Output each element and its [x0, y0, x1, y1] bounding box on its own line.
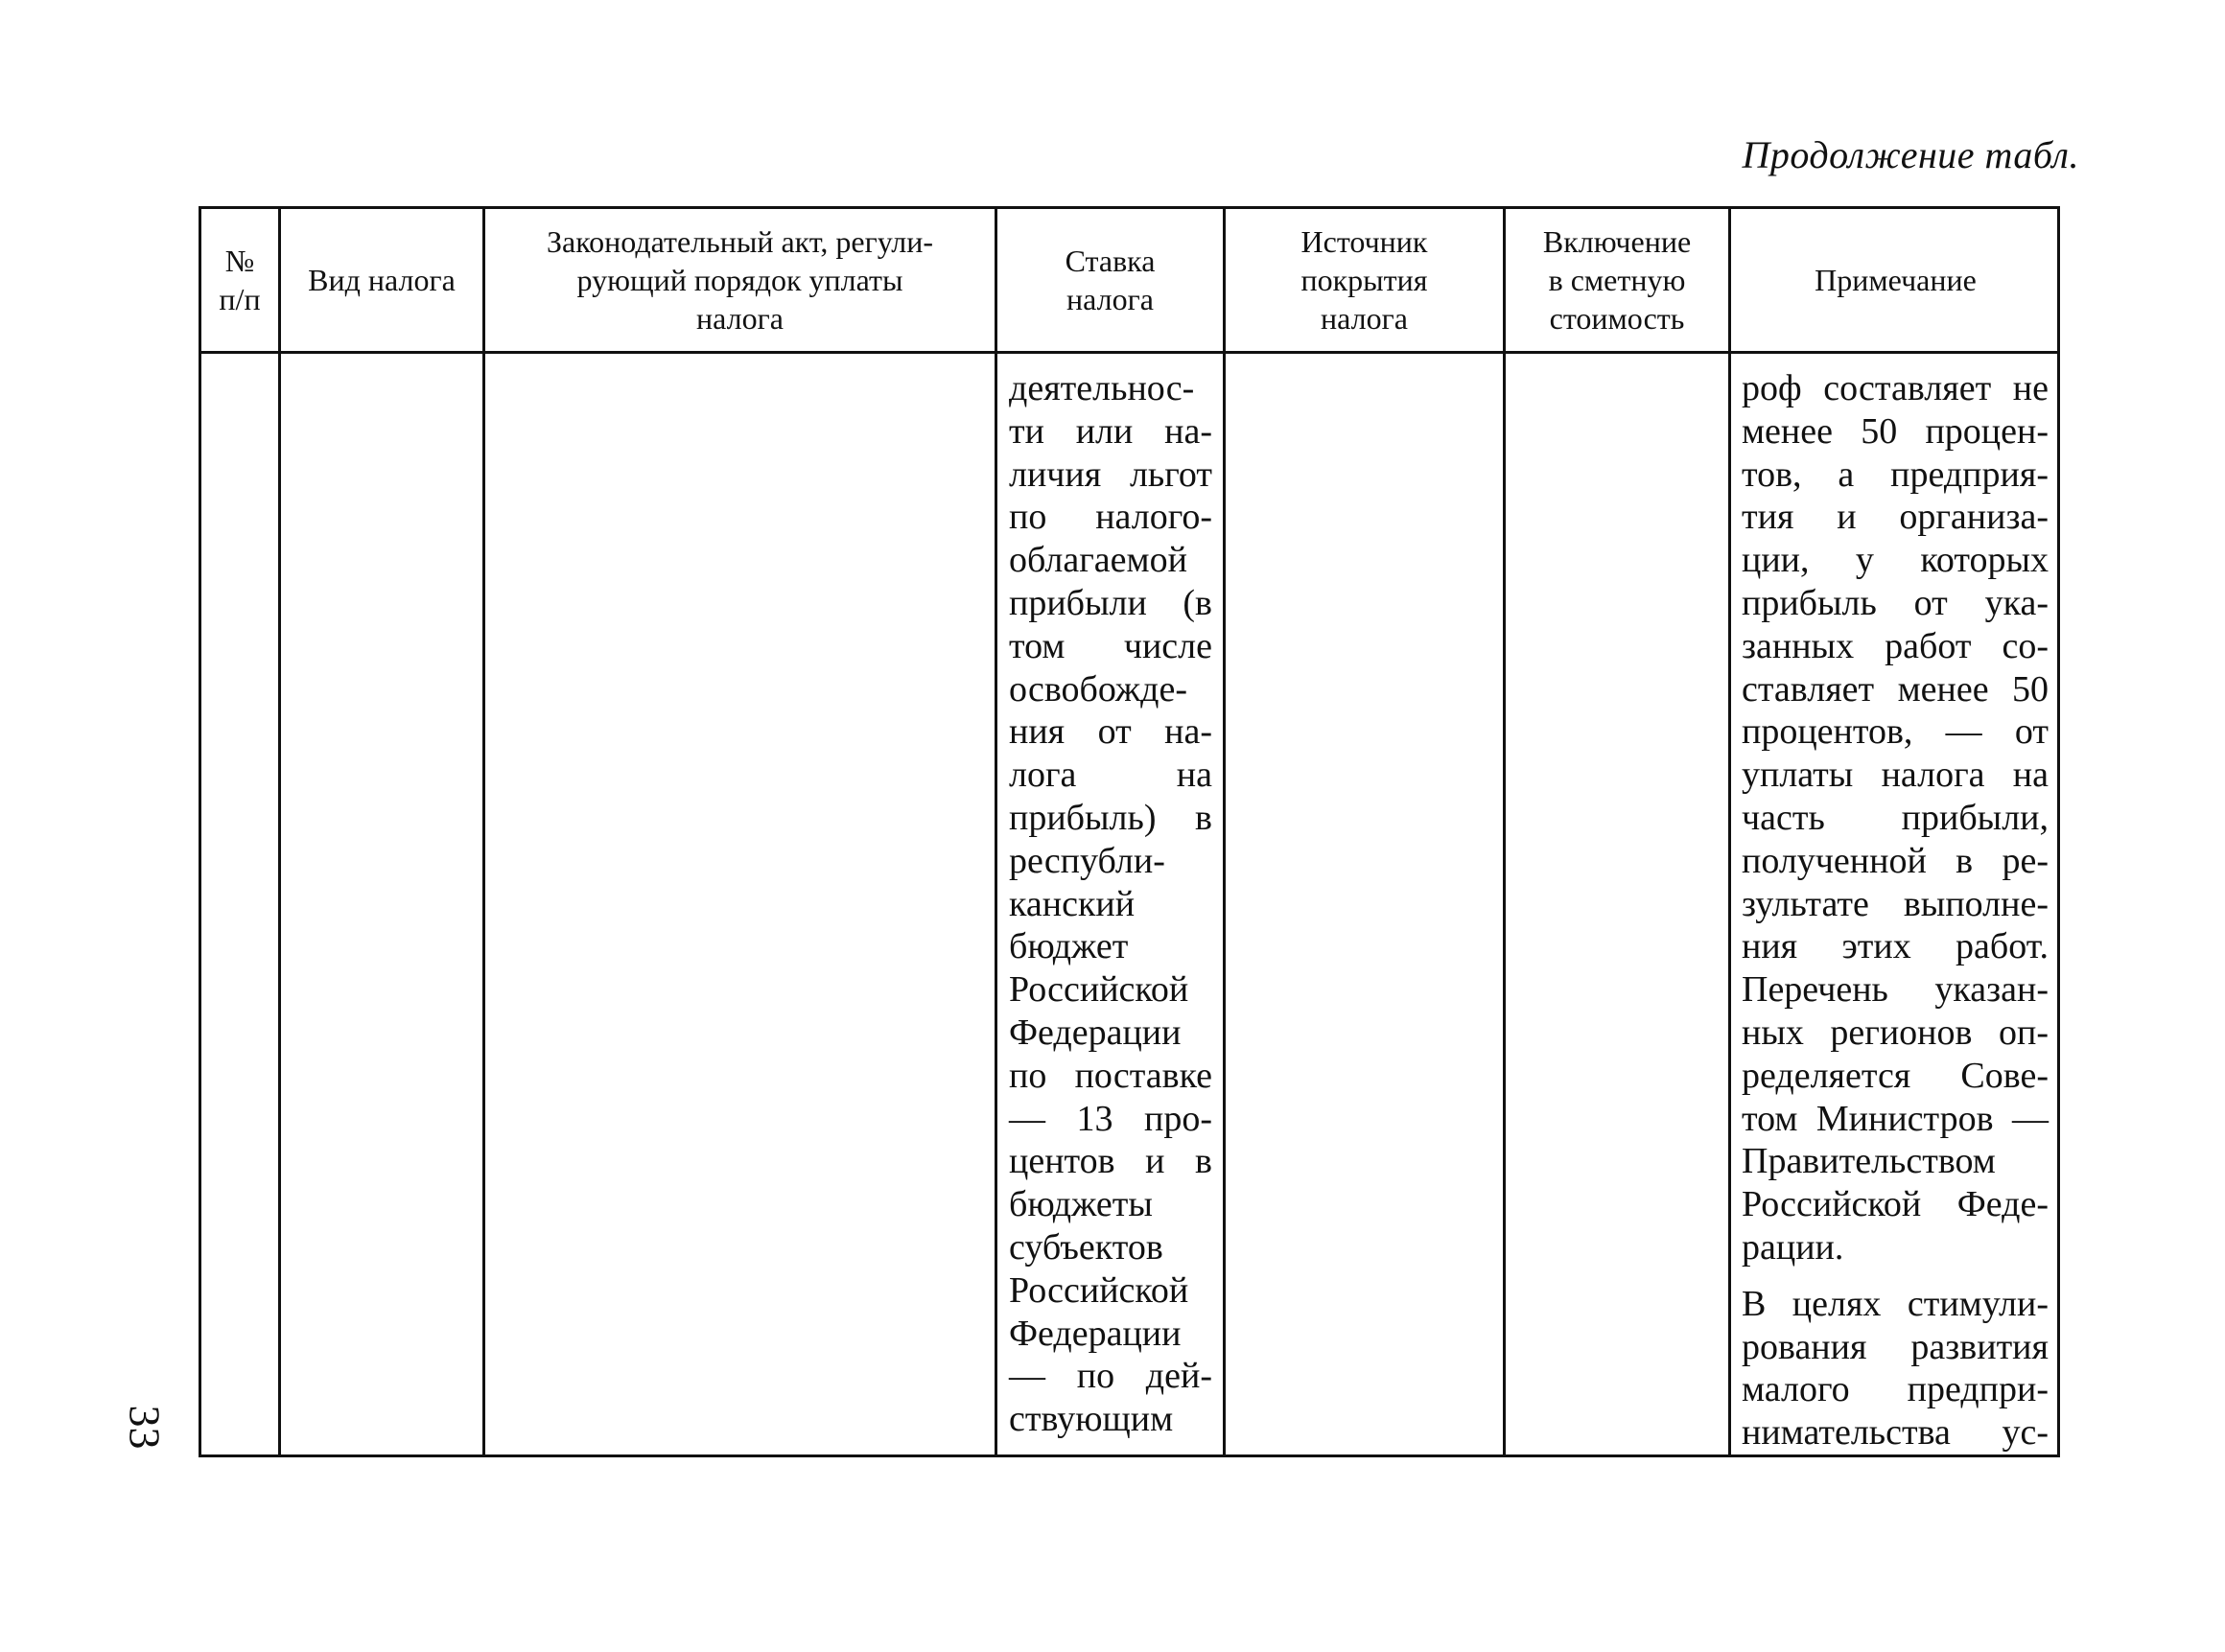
text-line: Федерации — [1009, 1012, 1182, 1053]
text-line: Правительством — [1742, 1141, 1996, 1182]
text-line: менее 50 процен- — [1742, 410, 2049, 452]
text-line: личия льгот — [1009, 454, 1212, 495]
text-line: деятельнос- — [1009, 368, 1195, 408]
table-continuation-caption: Продолжение табл. — [1742, 133, 2079, 176]
text-line: Российской — [1009, 969, 1189, 1011]
text-line: Российской Феде- — [1742, 1184, 2049, 1225]
text-line: ции, у которых — [1742, 540, 2049, 581]
text-line: ния этих работ. — [1742, 926, 2049, 967]
text-line: ных регионов оп- — [1742, 1012, 2049, 1053]
column-divider — [278, 209, 281, 1454]
text-line: часть прибыли, — [1742, 797, 2049, 838]
text-line: рации. — [1742, 1226, 1844, 1268]
header-tax-type — [281, 209, 482, 351]
column-divider — [1728, 209, 1731, 1454]
text-line: ределяется Сове- — [1742, 1055, 2049, 1096]
text-line: тов, а предприя- — [1742, 454, 2049, 495]
text-line: зультате выполне- — [1742, 883, 2049, 924]
text-line: полученной в ре- — [1742, 840, 2049, 881]
text-line: прибыль от ука- — [1742, 582, 2049, 623]
text-line: том Министров — — [1742, 1098, 2049, 1139]
text-line: Российской — [1009, 1269, 1189, 1311]
header-legislative-act-label: Законодательный акт, регули- рующий порядок уплаты налога — [546, 224, 934, 336]
text-line: субъектов — [1009, 1226, 1163, 1268]
text-line: тия и организа- — [1742, 497, 2049, 538]
text-line: прибыль) в — [1009, 797, 1212, 838]
text-line: ставляет менее 50 — [1742, 668, 2049, 710]
text-line: освобожде- — [1009, 668, 1187, 710]
column-divider — [1223, 209, 1226, 1454]
text-line: ния от на- — [1009, 711, 1212, 753]
header-estimate-inclusion — [1506, 209, 1728, 351]
text-line: нимательства ус- — [1742, 1412, 2049, 1454]
text-line: республи- — [1009, 840, 1165, 881]
text-line: Федерации — [1009, 1313, 1182, 1354]
header-tax-rate — [997, 209, 1223, 351]
text-line: по поставке — [1009, 1055, 1212, 1096]
text-line: процентов, — от — [1742, 711, 2049, 753]
text-line: ствующим — [1009, 1399, 1174, 1440]
text-line: рования развития — [1742, 1326, 2049, 1367]
header-number-label: № п/п — [219, 244, 261, 316]
tax-rate-cell — [1009, 367, 1212, 1441]
column-divider — [482, 209, 485, 1454]
header-legislative-act — [485, 209, 995, 351]
text-line: центов и в — [1009, 1141, 1212, 1182]
header-tax-type-label: Вид налога — [308, 263, 456, 297]
text-line: прибыли (в — [1009, 582, 1212, 623]
page-number: 33 — [120, 1405, 170, 1450]
text-line: облагаемой — [1009, 540, 1187, 581]
column-divider — [1503, 209, 1506, 1454]
header-number — [201, 209, 278, 351]
paragraph-gap — [1742, 1269, 2049, 1283]
text-line: по налого- — [1009, 497, 1212, 538]
header-coverage-source — [1226, 209, 1503, 351]
note-cell — [1742, 367, 2049, 1454]
header-coverage-source-label: Источник покрытия налога — [1300, 224, 1428, 336]
header-tax-rate-label: Ставка налога — [1065, 244, 1156, 316]
text-line: малого предпри- — [1742, 1369, 2049, 1410]
text-line: канский — [1009, 883, 1136, 924]
header-estimate-inclusion-label: Включение в сметную стоимость — [1542, 224, 1692, 336]
header-note-label: Примечание — [1815, 263, 1977, 297]
header-note — [1731, 209, 2060, 351]
header-divider — [201, 351, 2057, 354]
text-line: уплаты налога на — [1742, 755, 2049, 796]
text-line: занных работ со- — [1742, 625, 2049, 666]
text-line: роф составляет не — [1742, 368, 2049, 408]
column-divider — [995, 209, 997, 1454]
text-line: бюджет — [1009, 926, 1129, 967]
text-line: — по дей- — [1009, 1356, 1212, 1397]
text-line: Перечень указан- — [1742, 969, 2049, 1011]
text-line: — 13 про- — [1009, 1098, 1212, 1139]
text-line: В целях стимули- — [1742, 1283, 2049, 1324]
text-line: бюджеты — [1009, 1184, 1153, 1225]
text-line: том числе — [1009, 625, 1212, 666]
tax-table — [199, 206, 2060, 1457]
text-line: лога на — [1009, 755, 1212, 796]
text-line: ти или на- — [1009, 410, 1212, 452]
